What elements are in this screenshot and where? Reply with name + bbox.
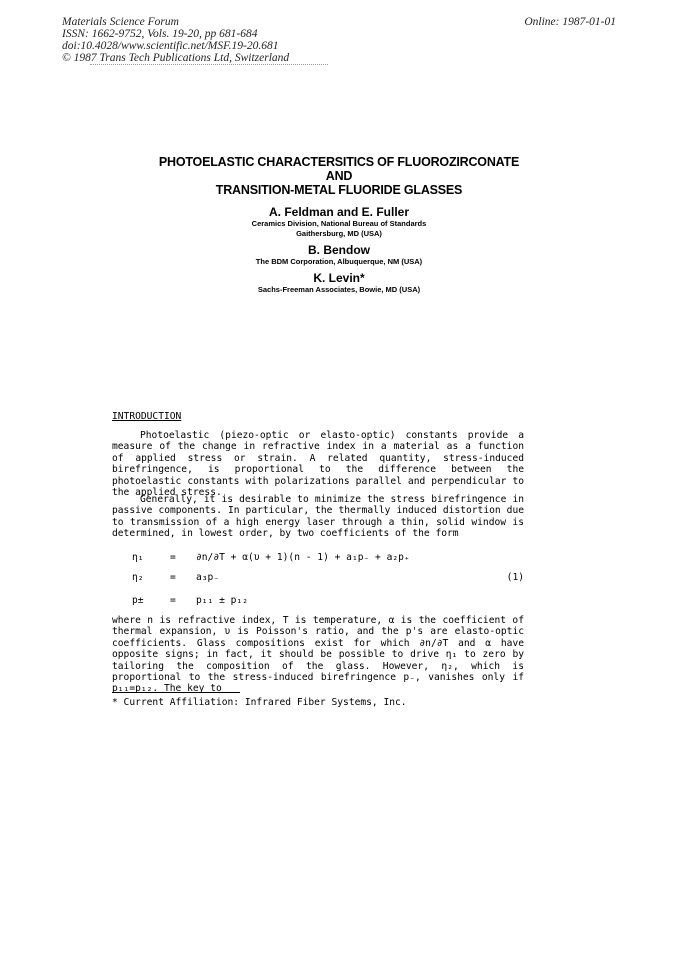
section-heading: INTRODUCTION bbox=[112, 411, 182, 422]
equation-number: (1) bbox=[506, 572, 524, 583]
journal-header bbox=[62, 16, 289, 64]
title-line-1: PHOTOELASTIC CHARACTERSITICS OF FLUOROZIRCONATE bbox=[158, 155, 520, 169]
equation-lhs: p± bbox=[132, 595, 144, 606]
author-affiliation: Ceramics Division, National Bureau of Standards bbox=[251, 219, 427, 228]
online-date: Online: 1987-01-01 bbox=[524, 16, 616, 28]
equals-sign: = bbox=[170, 572, 176, 583]
equation-lhs: η₁ bbox=[132, 552, 144, 563]
footnote-rule bbox=[112, 692, 240, 693]
paper-title bbox=[0, 155, 678, 197]
author-affiliation: Sachs-Freeman Associates, Bowie, MD (USA) bbox=[257, 285, 421, 294]
footnote: * Current Affiliation: Infrared Fiber Systems, Inc. bbox=[112, 697, 407, 708]
issn-line: ISSN: 1662-9752, Vols. 19-20, pp 681-684 bbox=[62, 28, 258, 40]
author-affiliation: The BDM Corporation, Albuquerque, NM (USA) bbox=[255, 257, 423, 266]
author-name: K. Levin* bbox=[313, 271, 365, 285]
paragraph: Photoelastic (piezo-optic or elasto-optic) constants provide a measure of the change in refractive index in a material as a function of applied stress or strain. A related quantity, stress-induced birefringence, is proportional to the difference between the photoelastic constants with polarizations parallel and perpendicular to the applied stress. bbox=[112, 430, 524, 499]
copyright-line: © 1987 Trans Tech Publications Ltd, Switzerland bbox=[62, 52, 290, 64]
equation-rhs: a₃p₋ bbox=[196, 572, 220, 583]
title-line-3: TRANSITION-METAL FLUORIDE GLASSES bbox=[215, 183, 463, 197]
author-name: B. Bendow bbox=[308, 243, 370, 257]
equation-lhs: η₂ bbox=[132, 572, 144, 583]
paragraph: Generally, it is desirable to minimize the stress birefringence in passive components. In particular, the thermally induced distortion due to transmission of a high energy laser through a thin, solid window is determined, in lowest order, by two coefficients of the form bbox=[112, 494, 524, 540]
title-line-2: AND bbox=[325, 169, 353, 183]
scan-artifact bbox=[90, 64, 328, 65]
equation-rhs: ∂n/∂T + α(υ + 1)(n - 1) + a₁p₋ + a₂p₊ bbox=[196, 552, 410, 563]
author-block bbox=[0, 205, 678, 295]
doi-line: doi:10.4028/www.scientific.net/MSF.19-20.681 bbox=[62, 40, 279, 52]
journal-name: Materials Science Forum bbox=[62, 16, 179, 28]
author-name: A. Feldman and E. Fuller bbox=[268, 205, 410, 219]
author-affiliation-location: Gaithersburg, MD (USA) bbox=[296, 229, 382, 238]
equals-sign: = bbox=[170, 595, 176, 606]
equals-sign: = bbox=[170, 552, 176, 563]
equation-rhs: p₁₁ ± p₁₂ bbox=[196, 595, 248, 606]
paragraph: where n is refractive index, T is temperature, α is the coefficient of thermal expansion, υ is Poisson's ratio, and the p's are elasto-optic coefficients. Glass compositions exist for which ∂n/∂T and α have opposite signs; in fact, it should be possible to drive η₁ to zero by tailoring the composition of the glass. However, η₂, which is proportional to the stress-induced birefringence p₋, vanishes only if p₁₁=p₁₂. The key to bbox=[112, 615, 524, 695]
